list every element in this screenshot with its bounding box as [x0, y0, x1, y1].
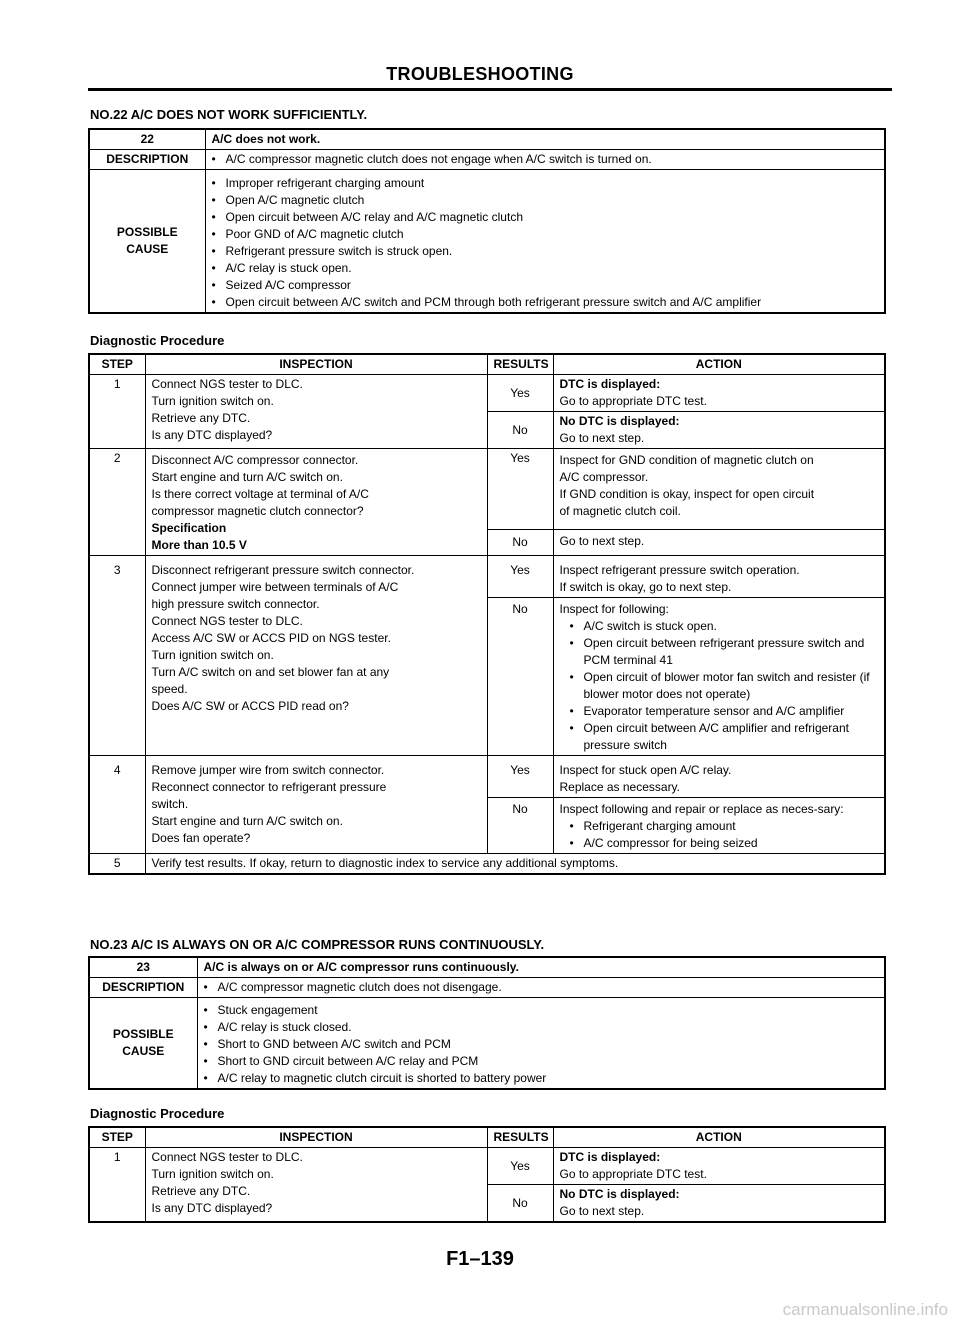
- possible-cause-label: POSSIBLE CAUSE: [89, 170, 205, 314]
- table-row: [89, 170, 885, 314]
- list-item: • A/C relay is stuck closed.: [204, 1019, 879, 1036]
- section-22-title: NO.22 A/C DOES NOT WORK SUFFICIENTLY.: [90, 107, 368, 122]
- possible-cause-label: POSSIBLE CAUSE: [89, 998, 197, 1090]
- description-cell: [205, 150, 885, 170]
- result-yes: Yes: [487, 1148, 553, 1185]
- list-item: • A/C switch is stuck open.: [570, 618, 879, 635]
- list-item: • Refrigerant charging amount: [570, 818, 879, 835]
- section-22-info-table: [88, 128, 886, 314]
- list-item: • Improper refrigerant charging amount: [212, 175, 879, 192]
- inspection-cell: Connect NGS tester to DLC. Turn ignition switch on. Retrieve any DTC. Is any DTC displayed?: [145, 1148, 487, 1223]
- diagnostic-procedure-title: Diagnostic Procedure: [90, 1106, 225, 1121]
- action-cell: No DTC is displayed: Go to next step.: [553, 412, 885, 449]
- table-header-row: [89, 1127, 885, 1148]
- result-no: No: [487, 529, 553, 555]
- table-row: [89, 998, 885, 1090]
- list-item: • Refrigerant pressure switch is struck open.: [212, 243, 879, 260]
- inspection-cell: Disconnect refrigerant pressure switch connector. Connect jumper wire between terminals of A/C high pressure switch connector. Connect NGS tester to DLC. Access A/C SW or ACCS PID on NGS tester. Turn ignition switch on. Turn A/C switch on and set blower fan at any speed. Does A/C SW or ACCS PID read on?: [145, 556, 487, 756]
- table-row: [89, 957, 885, 978]
- list-item: • Short to GND circuit between A/C relay and PCM: [204, 1053, 879, 1070]
- step-number: 1: [89, 1148, 145, 1223]
- table-row: [89, 449, 885, 530]
- inspection-cell: Verify test results. If okay, return to diagnostic index to service any additional symptoms.: [145, 854, 885, 875]
- col-action: ACTION: [553, 1127, 885, 1148]
- table-row: [89, 375, 885, 412]
- list-item: • Open circuit between refrigerant pressure switch and PCM terminal 41: [570, 635, 879, 669]
- step-number: 5: [89, 854, 145, 875]
- result-yes: Yes: [487, 756, 553, 798]
- watermark: carmanualsonline.info: [782, 1300, 948, 1319]
- col-step: STEP: [89, 1127, 145, 1148]
- col-results: RESULTS: [487, 1127, 553, 1148]
- col-step: STEP: [89, 354, 145, 375]
- diagnostic-procedure-title: Diagnostic Procedure: [90, 333, 225, 348]
- table-row: [89, 978, 885, 998]
- action-cell: Inspect for following: • A/C switch is stuck open. • Open circuit between refrigerant pressure switch and PCM terminal 41 • Open circuit of blower motor fan switch and resister (if blower motor does not operate) • Evaporator temperature sensor and A/C amplifier • Open circuit between A/C amplifier and refrigerant pressure switch: [553, 598, 885, 756]
- table-row: [89, 756, 885, 798]
- result-no: No: [487, 798, 553, 854]
- action-cell: Inspect for GND condition of magnetic clutch on A/C compressor. If GND condition is okay, inspect for open circuit of magnetic clutch coil.: [553, 449, 885, 530]
- result-no: No: [487, 412, 553, 449]
- code-cell: 23: [89, 957, 197, 978]
- result-no: No: [487, 1185, 553, 1223]
- col-inspection: INSPECTION: [145, 354, 487, 375]
- table-header-row: [89, 354, 885, 375]
- col-action: ACTION: [553, 354, 885, 375]
- inspection-cell: Disconnect A/C compressor connector. Start engine and turn A/C switch on. Is there correct voltage at terminal of A/C compressor magnetic clutch connector? Specification More than 10.5 V: [145, 449, 487, 556]
- page-number: F1–139: [446, 1248, 514, 1270]
- table-row: [89, 556, 885, 598]
- step-number: 4: [89, 756, 145, 854]
- possible-cause-cell: [205, 170, 885, 314]
- list-item: • A/C compressor for being seized: [570, 835, 879, 852]
- list-item: • Open circuit between A/C amplifier and refrigerant pressure switch: [570, 720, 879, 754]
- result-no: No: [487, 598, 553, 756]
- inspection-cell: Remove jumper wire from switch connector. Reconnect connector to refrigerant pressure switch. Start engine and turn A/C switch on. Does fan operate?: [145, 756, 487, 854]
- action-cell: DTC is displayed: Go to appropriate DTC test.: [553, 375, 885, 412]
- section-23-info-table: [88, 956, 886, 1090]
- possible-cause-cell: [197, 998, 885, 1090]
- description-label: DESCRIPTION: [89, 978, 197, 998]
- action-cell: Inspect refrigerant pressure switch operation. If switch is okay, go to next step.: [553, 556, 885, 598]
- list-item: • Open circuit of blower motor fan switch and resister (if blower motor does not operate): [570, 669, 879, 703]
- col-results: RESULTS: [487, 354, 553, 375]
- list-item: • Evaporator temperature sensor and A/C amplifier: [570, 703, 879, 720]
- section-23-title: NO.23 A/C IS ALWAYS ON OR A/C COMPRESSOR RUNS CONTINUOUSLY.: [90, 937, 545, 952]
- table-row: [89, 129, 885, 150]
- step-number: 1: [89, 375, 145, 449]
- list-item: • Open A/C magnetic clutch: [212, 192, 879, 209]
- diagnostic-table-23: [88, 1126, 886, 1223]
- list-item: • Open circuit between A/C relay and A/C magnetic clutch: [212, 209, 879, 226]
- step-number: 2: [89, 449, 145, 556]
- list-item: • Poor GND of A/C magnetic clutch: [212, 226, 879, 243]
- result-yes: Yes: [487, 449, 553, 530]
- name-cell: A/C does not work.: [205, 129, 885, 150]
- result-yes: Yes: [487, 556, 553, 598]
- list-item: • A/C relay to magnetic clutch circuit is shorted to battery power: [204, 1070, 879, 1087]
- description-cell: [197, 978, 885, 998]
- result-yes: Yes: [487, 375, 553, 412]
- list-item: • A/C compressor magnetic clutch does not disengage.: [204, 979, 879, 996]
- action-cell: DTC is displayed: Go to appropriate DTC test.: [553, 1148, 885, 1185]
- action-cell: Inspect for stuck open A/C relay. Replace as necessary.: [553, 756, 885, 798]
- diagnostic-table-22: [88, 353, 886, 875]
- table-row: [89, 854, 885, 875]
- list-item: • A/C relay is stuck open.: [212, 260, 879, 277]
- inspection-cell: Connect NGS tester to DLC. Turn ignition switch on. Retrieve any DTC. Is any DTC displayed?: [145, 375, 487, 449]
- description-label: DESCRIPTION: [89, 150, 205, 170]
- action-cell: Inspect following and repair or replace as neces-sary: • Refrigerant charging amount • A/C compressor for being seized: [553, 798, 885, 854]
- name-cell: A/C is always on or A/C compressor runs continuously.: [197, 957, 885, 978]
- action-cell: Go to next step.: [553, 529, 885, 555]
- list-item: • A/C compressor magnetic clutch does not engage when A/C switch is turned on.: [212, 151, 879, 168]
- step-number: 3: [89, 556, 145, 756]
- col-inspection: INSPECTION: [145, 1127, 487, 1148]
- list-item: • Open circuit between A/C switch and PCM through both refrigerant pressure switch and A/C amplifier: [212, 294, 879, 311]
- page-header-title: TROUBLESHOOTING: [386, 64, 574, 84]
- header-rule: [88, 88, 892, 91]
- list-item: • Short to GND between A/C switch and PCM: [204, 1036, 879, 1053]
- action-cell: No DTC is displayed: Go to next step.: [553, 1185, 885, 1223]
- table-row: [89, 150, 885, 170]
- list-item: • Stuck engagement: [204, 1002, 879, 1019]
- code-cell: 22: [89, 129, 205, 150]
- table-row: [89, 1148, 885, 1185]
- list-item: • Seized A/C compressor: [212, 277, 879, 294]
